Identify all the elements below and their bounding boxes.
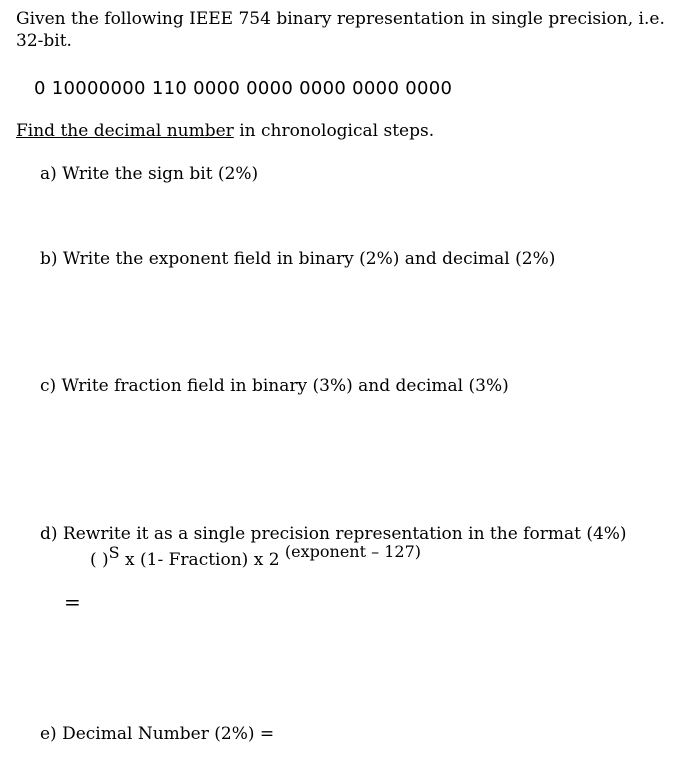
formula-middle: x (1- Fraction) x 2	[119, 550, 285, 570]
binary-representation: 0 10000000 110 0000 0000 0000 0000 0000	[34, 78, 453, 99]
sign-superscript: S	[108, 543, 120, 562]
question-e: e) Decimal Number (2%) =	[40, 724, 275, 744]
question-d: d) Rewrite it as a single precision representation in the format (4%)	[40, 524, 627, 544]
exponent-superscript: (exponent – 127)	[284, 542, 421, 561]
question-b: b) Write the exponent field in binary (2%) and decimal (2%)	[40, 249, 556, 269]
sign-parentheses: ( )	[90, 550, 109, 570]
question-a: a) Write the sign bit (2%)	[40, 164, 259, 184]
question-c: c) Write fraction field in binary (3%) and decimal (3%)	[40, 376, 509, 396]
problem-intro: Given the following IEEE 754 binary representation in single precision, i.e. 32-bit.	[16, 9, 665, 51]
format-formula	[90, 542, 421, 570]
instruction-text	[16, 121, 434, 141]
equals-sign: =	[64, 590, 81, 614]
instruction-underlined: Find the decimal number	[16, 121, 234, 141]
instruction-rest: in chronological steps.	[233, 121, 435, 141]
